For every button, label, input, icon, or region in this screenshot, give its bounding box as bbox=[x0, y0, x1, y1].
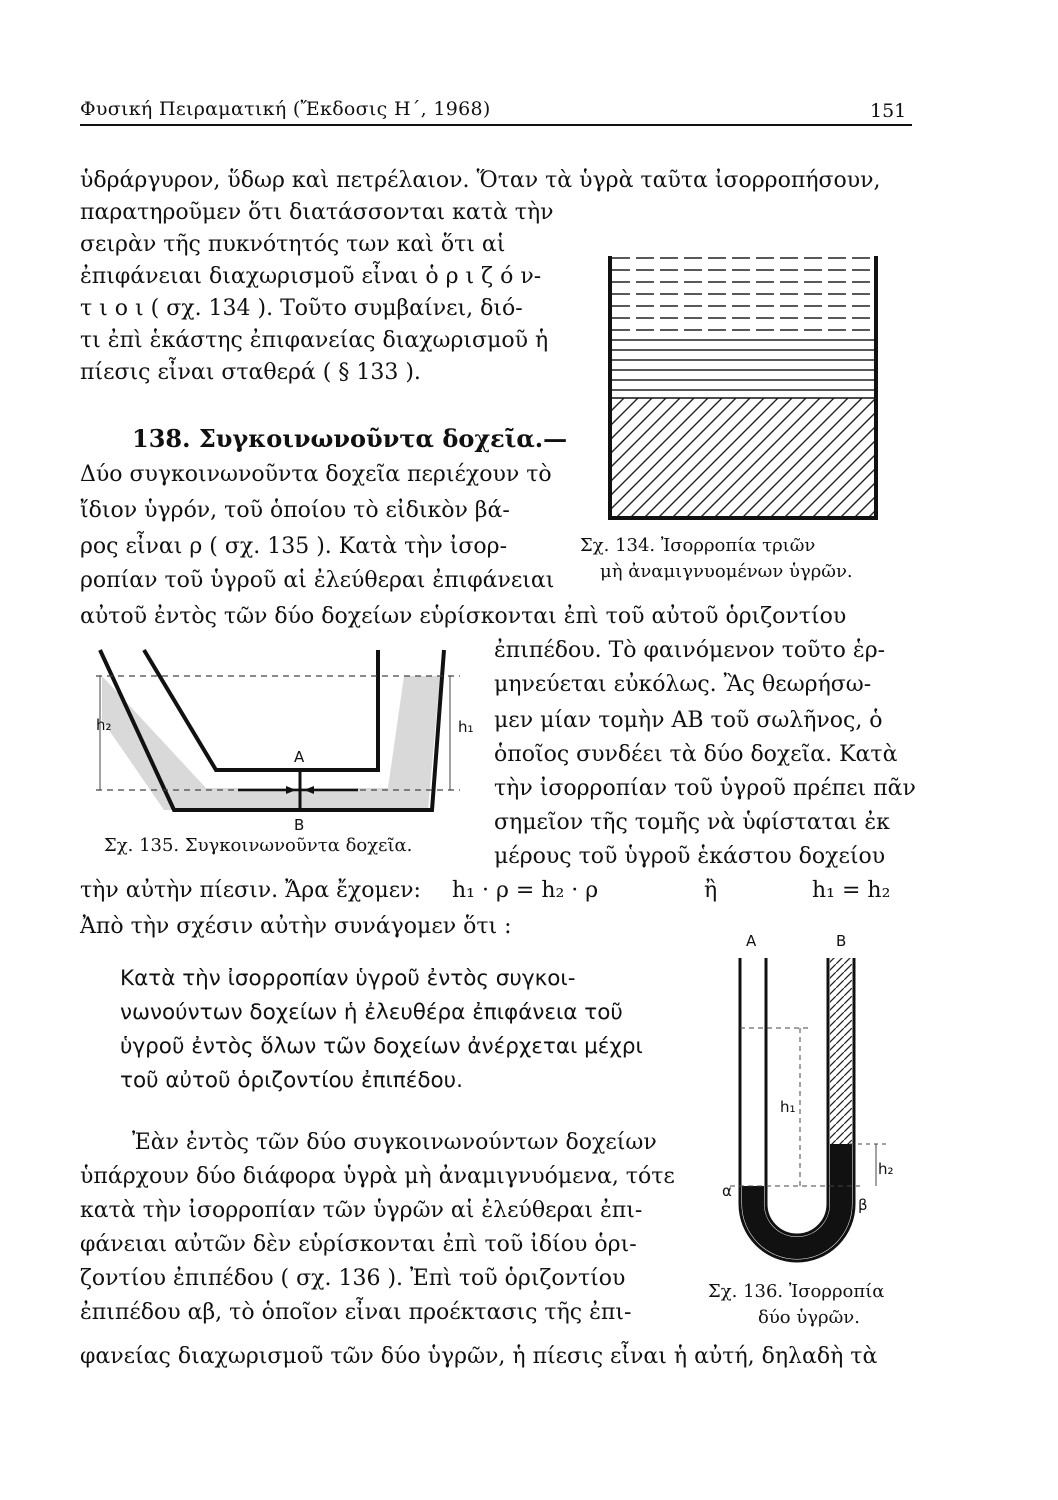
light-liquid-column bbox=[830, 958, 852, 1144]
fig135-caption: Σχ. 135. Συγκοινωνοῦντα δοχεῖα. bbox=[104, 835, 413, 856]
boxed-line-2: νωνούντων δοχείων ἡ ἐλευθέρα ἐπιφάνεια τοῦ bbox=[120, 1000, 623, 1025]
para1-line-1: ὑδράργυρον, ὕδωρ καὶ πετρέλαιον. Ὅταν τὰ ὑγρὰ ταῦτα ἰσορροπήσουν, bbox=[80, 168, 881, 193]
para1-line-2: παρατηροῦμεν ὅτι διατάσσονται κατὰ τὴν bbox=[80, 200, 554, 225]
boxed-line-1: Κατὰ τὴν ἰσορροπίαν ὑγροῦ ἐντὸς συγκοι- bbox=[120, 966, 576, 991]
conclusion-intro: Ἀπὸ τὴν σχέσιν αὐτὴν συνάγομεν ὅτι : bbox=[80, 914, 512, 939]
fig135-label-a: Α bbox=[294, 748, 305, 766]
fig136-label-h1: h₁ bbox=[780, 1098, 796, 1116]
section-title: Συγκοινωνοῦντα δοχεῖα.— bbox=[198, 424, 568, 453]
fig136-caption-line-2: δύο ὑγρῶν. bbox=[758, 1307, 860, 1328]
figure-134-container bbox=[600, 226, 900, 526]
top-liquid-layer bbox=[612, 258, 874, 330]
page-number: 151 bbox=[870, 100, 907, 122]
header-rule bbox=[80, 124, 912, 126]
fig134-caption-line-1: Σχ. 134. Ἰσορροπία τριῶν bbox=[580, 535, 816, 556]
para4-line-2: ὑπάρχουν δύο διάφορα ὑγρὰ μὴ ἀναμιγνυόμενα, τότε bbox=[80, 1164, 675, 1189]
para3-line-4: ὁποῖος συνδέει τὰ δύο δοχεῖα. Κατὰ bbox=[494, 742, 898, 767]
para2-line-1: Δύο συγκοινωνοῦντα δοχεῖα περιέχουν τὸ bbox=[80, 462, 552, 487]
fig135-label-h2: h₂ bbox=[96, 716, 112, 734]
fig136-label-beta: β bbox=[858, 1196, 868, 1214]
boxed-statement bbox=[120, 962, 643, 1098]
heavy-liquid bbox=[742, 1144, 852, 1259]
para1-line-4: ἐπιφάνειαι διαχωρισμοῦ εἶναι ὁ ρ ι ζ ό ν- bbox=[80, 264, 542, 289]
bottom-liquid-layer bbox=[612, 398, 874, 516]
formula-or: ἢ bbox=[704, 878, 718, 903]
fig134-caption-line-2: μὴ ἀναμιγνυομένων ὑγρῶν. bbox=[600, 561, 853, 582]
para1-line-7: πίεσις εἶναι σταθερά ( § 133 ). bbox=[80, 360, 421, 385]
fig135-label-h1: h₁ bbox=[458, 718, 474, 736]
boxed-line-4: τοῦ αὐτοῦ ὁριζοντίου ἐπιπέδου. bbox=[120, 1068, 463, 1093]
para4-line-7: φανείας διαχωρισμοῦ τῶν δύο ὑγρῶν, ἡ πίεσις εἶναι ἡ αὐτή, δηλαδὴ τὰ bbox=[80, 1344, 878, 1369]
figure-136-u-tube bbox=[700, 940, 900, 1280]
para4-line-3: κατὰ τὴν ἰσορροπίαν τῶν ὑγρῶν αἱ ἐλεύθεραι ἐπι- bbox=[80, 1198, 643, 1223]
formula-line-text: τὴν αὐτὴν πίεσιν. Ἄρα ἔχομεν: bbox=[80, 878, 421, 903]
para3-line-5: τὴν ἰσορροπίαν τοῦ ὑγροῦ πρέπει πᾶν bbox=[494, 776, 916, 801]
para2-line-2: ἴδιον ὑγρόν, τοῦ ὁποίου τὸ εἰδικὸν βά- bbox=[80, 498, 510, 523]
para1-line-6: τι ἐπὶ ἑκάστης ἐπιφανείας διαχωρισμοῦ ἡ bbox=[80, 328, 549, 353]
para3-line-2: μηνεύεται εὐκόλως. Ἂς θεωρήσω- bbox=[494, 672, 872, 697]
para3-line-1: ἐπιπέδου. Τὸ φαινόμενον τοῦτο ἑρ- bbox=[494, 638, 886, 663]
fig136-label-b: Β bbox=[836, 932, 847, 950]
u-tube-inner bbox=[766, 958, 828, 1235]
section-heading bbox=[132, 424, 567, 454]
para1-line-3: σειρὰν τῆς πυκνότητός των καὶ ὅτι αἱ bbox=[80, 232, 506, 257]
section-number: 138. bbox=[132, 424, 191, 453]
para3-line-3: μεν μίαν τομὴν ΑΒ τοῦ σωλῆνος, ὁ bbox=[494, 708, 883, 733]
fig136-label-h2: h₂ bbox=[878, 1160, 894, 1178]
formula-eq1: h₁ · ρ = h₂ · ρ bbox=[452, 878, 599, 903]
vessel-inner-wall bbox=[144, 650, 378, 770]
fig135-label-b: Β bbox=[294, 816, 305, 834]
para4-line-4: φάνειαι αὐτῶν δὲν εὑρίσκονται ἐπὶ τοῦ ἰδίου ὁρι- bbox=[80, 1232, 637, 1257]
formula-eq2: h₁ = h₂ bbox=[812, 878, 891, 903]
fig136-caption-line-1: Σχ. 136. Ἰσορροπία bbox=[708, 1281, 885, 1302]
para2-line-5: αὐτοῦ ἐντὸς τῶν δύο δοχείων εὑρίσκονται ἐπὶ τοῦ αὐτοῦ ὁριζοντίου bbox=[80, 604, 847, 629]
para4-line-5: ζοντίου ἐπιπέδου ( σχ. 136 ). Ἐπὶ τοῦ ὁριζοντίου bbox=[80, 1266, 626, 1291]
fig136-label-alpha: α bbox=[722, 1182, 732, 1200]
boxed-line-3: ὑγροῦ ἐντὸς ὅλων τῶν δοχείων ἀνέρχεται μέχρι bbox=[120, 1034, 643, 1059]
para2-line-4: ροπίαν τοῦ ὑγροῦ αἱ ἐλεύθεραι ἐπιφάνειαι bbox=[80, 568, 555, 593]
figure-135-diagram bbox=[88, 640, 468, 840]
para4-line-1: Ἐὰν ἐντὸς τῶν δύο συγκοινωνούντων δοχείων bbox=[132, 1130, 657, 1155]
running-header: Φυσική Πειραματική (Ἔκδοσις Η΄, 1968) bbox=[80, 98, 491, 120]
para3-line-7: μέρους τοῦ ὑγροῦ ἑκάστου δοχείου bbox=[494, 844, 886, 869]
middle-liquid-layer bbox=[612, 340, 874, 390]
para4-line-6: ἐπιπέδου αβ, τὸ ὁποῖον εἶναι προέκτασις τῆς ἐπι- bbox=[80, 1300, 632, 1325]
para1-line-5: τ ι ο ι ( σχ. 134 ). Τοῦτο συμβαίνει, διό- bbox=[80, 296, 523, 321]
fig136-label-a: Α bbox=[746, 932, 757, 950]
para3-line-6: σημεῖον τῆς τομῆς νὰ ὑφίσταται ἐκ bbox=[494, 810, 890, 835]
para2-line-3: ρος εἶναι ρ ( σχ. 135 ). Κατὰ τὴν ἰσορ- bbox=[80, 534, 508, 559]
